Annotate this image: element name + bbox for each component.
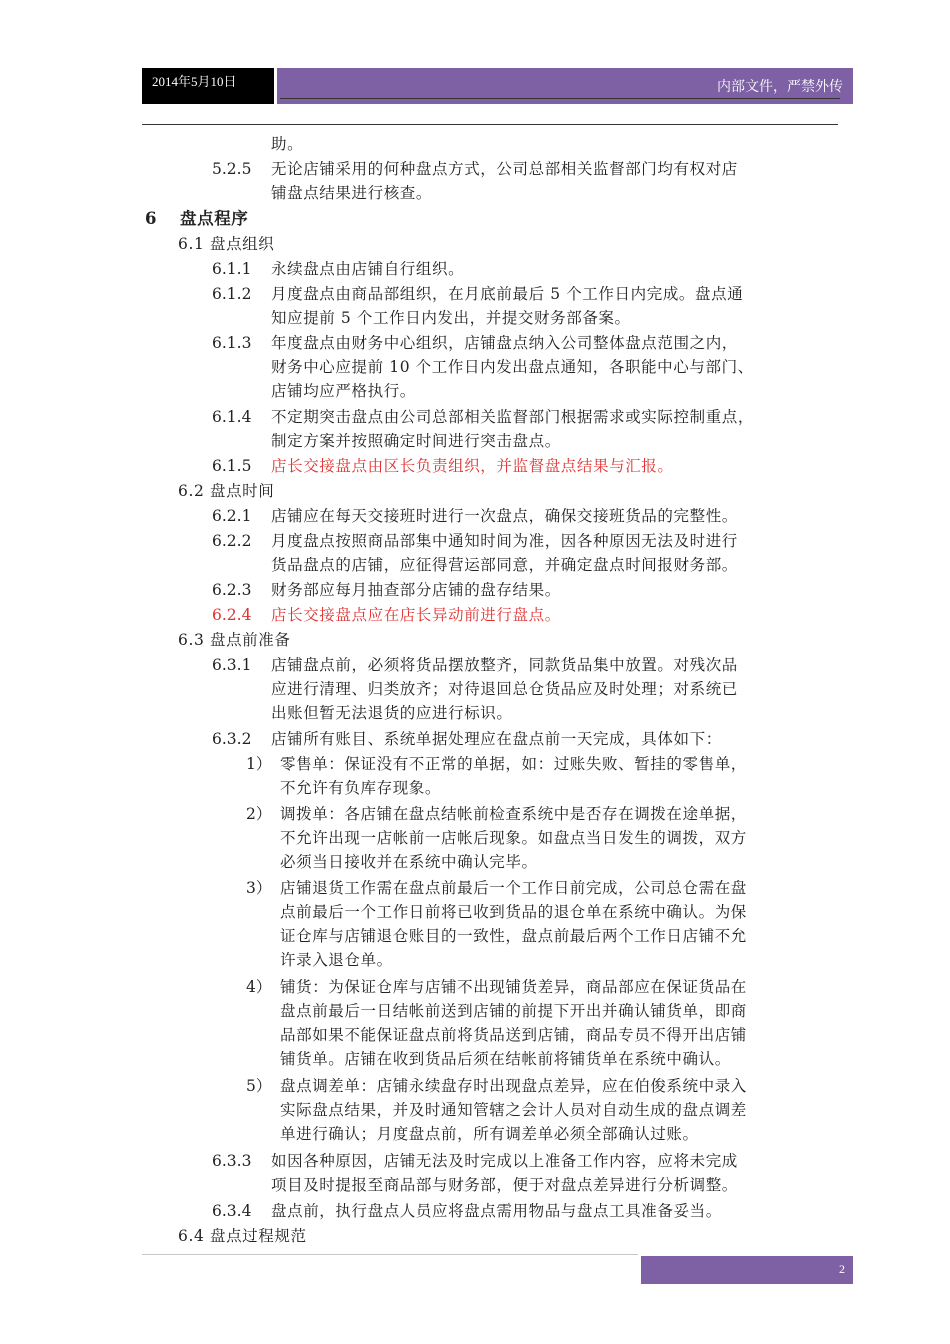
highlighted-text-line: 店长交接盘点由区长负责组织，并监督盘点结果与汇报。 bbox=[271, 457, 674, 475]
text-line: 如因各种原因，店铺无法及时完成以上准备工作内容，应将未完成 bbox=[271, 1152, 738, 1170]
clause-number: 6.1.3 bbox=[212, 334, 252, 352]
text-line: 知应提前 5 个工作日内发出，并提交财务部备案。 bbox=[271, 309, 631, 327]
page-number: 2 bbox=[641, 1256, 853, 1284]
text-line: 货品盘点的店铺，应征得营运部同意，并确定盘点时间报财务部。 bbox=[271, 556, 738, 574]
list-item-line: 证仓库与店铺退仓账目的一致性，盘点前最后两个工作日店铺不允 bbox=[280, 927, 747, 945]
text-line: 项目及时提报至商品部与财务部，便于对盘点差异进行分析调整。 bbox=[271, 1176, 738, 1194]
text-line: 月度盘点由商品部组织，在月底前最后 5 个工作日内完成。盘点通 bbox=[271, 285, 744, 303]
list-item-line: 不允许出现一店帐前一店帐后现象。如盘点当日发生的调拨，双方 bbox=[280, 829, 747, 847]
text-line: 店铺均应严格执行。 bbox=[271, 382, 416, 400]
text-line: 盘点前，执行盘点人员应将盘点需用物品与盘点工具准备妥当。 bbox=[271, 1202, 722, 1220]
text-line: 铺盘点结果进行核查。 bbox=[271, 184, 433, 202]
text-line: 无论店铺采用的何种盘点方式，公司总部相关监督部门均有权对店 bbox=[271, 160, 738, 178]
list-item-line: 铺货单。店铺在收到货品后须在结帐前将铺货单在系统中确认。 bbox=[280, 1050, 731, 1068]
list-item-line: 店铺退货工作需在盘点前最后一个工作日前完成，公司总仓需在盘 bbox=[280, 879, 747, 897]
text-line: 应进行清理、归类放齐；对待退回总仓货品应及时处理；对系统已 bbox=[271, 680, 738, 698]
list-item-line: 品部如果不能保证盘点前将货品送到店铺，商品专员不得开出店铺 bbox=[280, 1026, 747, 1044]
list-item-line: 盘点调差单：店铺永续盘存时出现盘点差异，应在伯俊系统中录入 bbox=[280, 1077, 747, 1095]
text-line: 财务部应每月抽查部分店铺的盘存结果。 bbox=[271, 581, 561, 599]
clause-number: 6.3.4 bbox=[212, 1202, 252, 1220]
section-number: 6 bbox=[145, 209, 157, 228]
text-line: 不定期突击盘点由公司总部相关监督部门根据需求或实际控制重点， bbox=[271, 408, 755, 426]
clause-number: 6.1.5 bbox=[212, 457, 252, 475]
text-line: 制定方案并按照确定时间进行突击盘点。 bbox=[271, 432, 561, 450]
text-line: 永续盘点由店铺自行组织。 bbox=[271, 260, 465, 278]
clause-number: 6.2.3 bbox=[212, 581, 252, 599]
list-item-line: 许录入退仓单。 bbox=[280, 951, 393, 969]
clause-number: 6.3.3 bbox=[212, 1152, 252, 1170]
text-line: 年度盘点由财务中心组织，店铺盘点纳入公司整体盘点范围之内， bbox=[271, 334, 738, 352]
list-marker: 3） bbox=[246, 879, 272, 897]
clause-number: 6.1.1 bbox=[212, 260, 252, 278]
clause-number: 5.2.5 bbox=[212, 160, 252, 178]
text-line: 财务中心应提前 10 个工作日内发出盘点通知，各职能中心与部门、 bbox=[271, 358, 754, 376]
subsection-title: 6.1 盘点组织 bbox=[178, 235, 275, 253]
subsection-title: 6.3 盘点前准备 bbox=[178, 631, 291, 649]
clause-number: 6.3.2 bbox=[212, 730, 252, 748]
text-line: 助。 bbox=[271, 135, 304, 153]
list-item-line: 盘点前最后一日结帐前送到店铺的前提下开出并确认铺货单，即商 bbox=[280, 1002, 747, 1020]
list-item-line: 零售单：保证没有不正常的单据，如：过账失败、暂挂的零售单， bbox=[280, 755, 747, 773]
header-confidential-notice: 内部文件，严禁外传 bbox=[277, 68, 853, 104]
clause-number: 6.1.2 bbox=[212, 285, 252, 303]
clause-number: 6.3.1 bbox=[212, 656, 252, 674]
list-item-line: 不允许有负库存现象。 bbox=[280, 779, 442, 797]
text-line: 月度盘点按照商品部集中通知时间为准，因各种原因无法及时进行 bbox=[271, 532, 738, 550]
section-title: 盘点程序 bbox=[180, 209, 249, 228]
highlighted-clause-number: 6.2.4 bbox=[212, 606, 252, 624]
text-line: 出账但暂无法退货的应进行标识。 bbox=[271, 704, 513, 722]
list-marker: 5） bbox=[246, 1077, 272, 1095]
highlighted-text-line: 店长交接盘点应在店长异动前进行盘点。 bbox=[271, 606, 561, 624]
clause-number: 6.2.1 bbox=[212, 507, 252, 525]
header-divider bbox=[142, 124, 838, 125]
list-item-line: 铺货：为保证仓库与店铺不出现铺货差异，商品部应在保证货品在 bbox=[280, 978, 747, 996]
text-line: 店铺所有账目、系统单据处理应在盘点前一天完成，具体如下： bbox=[271, 730, 722, 748]
list-marker: 4） bbox=[246, 978, 272, 996]
list-marker: 2） bbox=[246, 805, 272, 823]
footer-rule bbox=[142, 1254, 638, 1255]
header-rule bbox=[280, 98, 840, 99]
list-item-line: 单进行确认；月度盘点前，所有调差单必须全部确认过账。 bbox=[280, 1125, 699, 1143]
subsection-title: 6.2 盘点时间 bbox=[178, 482, 275, 500]
text-line: 店铺应在每天交接班时进行一次盘点，确保交接班货品的完整性。 bbox=[271, 507, 738, 525]
list-marker: 1） bbox=[246, 755, 272, 773]
clause-number: 6.1.4 bbox=[212, 408, 252, 426]
text-line: 店铺盘点前，必须将货品摆放整齐，同款货品集中放置。对残次品 bbox=[271, 656, 738, 674]
list-item-line: 调拨单：各店铺在盘点结帐前检查系统中是否存在调拨在途单据， bbox=[280, 805, 747, 823]
list-item-line: 点前最后一个工作日前将已收到货品的退仓单在系统中确认。为保 bbox=[280, 903, 747, 921]
clause-number: 6.2.2 bbox=[212, 532, 252, 550]
header-date: 2014年5月10日 bbox=[142, 68, 274, 104]
subsection-title: 6.4 盘点过程规范 bbox=[178, 1227, 307, 1245]
list-item-line: 必须当日接收并在系统中确认完毕。 bbox=[280, 853, 538, 871]
list-item-line: 实际盘点结果，并及时通知管辖之会计人员对自动生成的盘点调差 bbox=[280, 1101, 747, 1119]
